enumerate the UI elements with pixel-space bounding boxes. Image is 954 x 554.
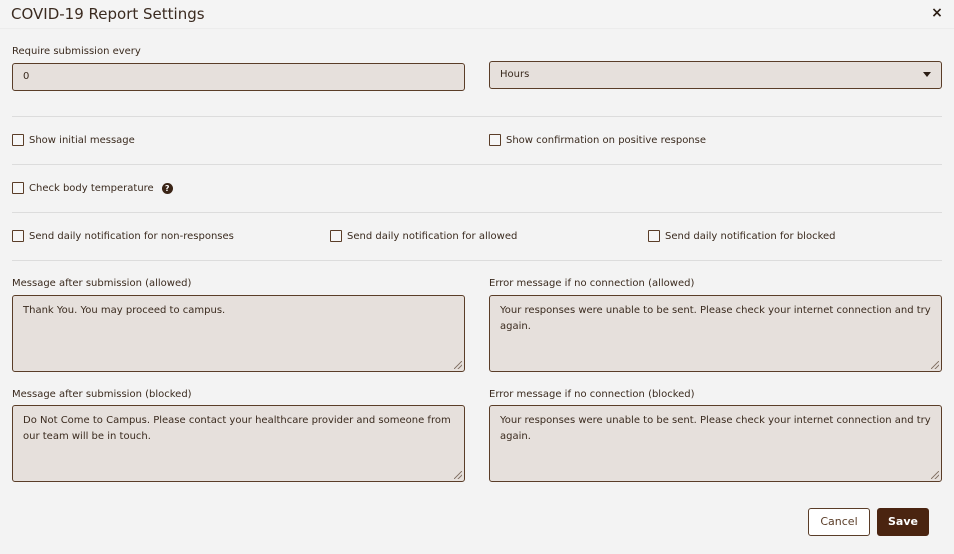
blocked-message-text: Do Not Come to Campus. Please contact your healthcare provider and someone from our team will be in touch. [23, 415, 451, 442]
submission-interval-label: Require submission every [12, 46, 141, 57]
error-allowed-text: Your responses were unable to be sent. Please check your internet connection and try again. [500, 305, 931, 332]
check-body-temperature-checkbox[interactable] [12, 182, 173, 194]
checkbox-box[interactable] [648, 230, 660, 242]
checkbox-label: Send daily notification for blocked [665, 230, 836, 242]
error-allowed-textarea[interactable] [489, 295, 942, 372]
error-blocked-textarea[interactable] [489, 405, 942, 482]
checkbox-label: Check body temperature [29, 182, 154, 194]
show-initial-message-checkbox[interactable] [12, 134, 135, 146]
checkbox-box[interactable] [12, 182, 24, 194]
checkbox-box[interactable] [12, 230, 24, 242]
checkbox-box[interactable] [330, 230, 342, 242]
checkbox-box[interactable] [12, 134, 24, 146]
error-blocked-label: Error message if no connection (blocked) [489, 389, 695, 400]
resize-handle-icon[interactable] [454, 361, 462, 369]
notify-allowed-checkbox[interactable] [330, 230, 517, 242]
divider [12, 164, 942, 165]
checkbox-label: Send daily notification for allowed [347, 230, 518, 242]
notify-non-responses-checkbox[interactable] [12, 230, 234, 242]
cancel-button[interactable]: Cancel [808, 508, 870, 536]
divider [12, 116, 942, 117]
allowed-message-textarea[interactable] [12, 295, 465, 372]
allowed-message-label: Message after submission (allowed) [12, 278, 192, 289]
checkbox-label: Send daily notification for non-responses [29, 230, 234, 242]
dialog-header [0, 0, 954, 29]
submission-interval-input[interactable]: 0 [12, 63, 465, 91]
divider [12, 212, 942, 213]
resize-handle-icon[interactable] [931, 361, 939, 369]
blocked-message-textarea[interactable] [12, 405, 465, 482]
dialog-title: COVID-19 Report Settings [11, 5, 205, 23]
chevron-down-icon [923, 72, 931, 77]
blocked-message-label: Message after submission (blocked) [12, 389, 192, 400]
allowed-message-text: Thank You. You may proceed to campus. [23, 305, 226, 316]
show-confirmation-checkbox[interactable] [489, 134, 706, 146]
checkbox-label: Show initial message [29, 134, 135, 146]
resize-handle-icon[interactable] [931, 471, 939, 479]
error-blocked-text: Your responses were unable to be sent. Please check your internet connection and try again. [500, 415, 931, 442]
submission-unit-select[interactable] [489, 61, 942, 89]
checkbox-label: Show confirmation on positive response [506, 134, 707, 146]
divider [12, 260, 942, 261]
checkbox-box[interactable] [489, 134, 501, 146]
help-icon[interactable]: ? [162, 183, 173, 194]
resize-handle-icon[interactable] [454, 471, 462, 479]
error-allowed-label: Error message if no connection (allowed) [489, 278, 695, 289]
save-button[interactable]: Save [877, 508, 929, 536]
close-icon[interactable]: × [931, 5, 943, 21]
submission-unit-value: Hours [500, 69, 530, 80]
notify-blocked-checkbox[interactable] [648, 230, 836, 242]
